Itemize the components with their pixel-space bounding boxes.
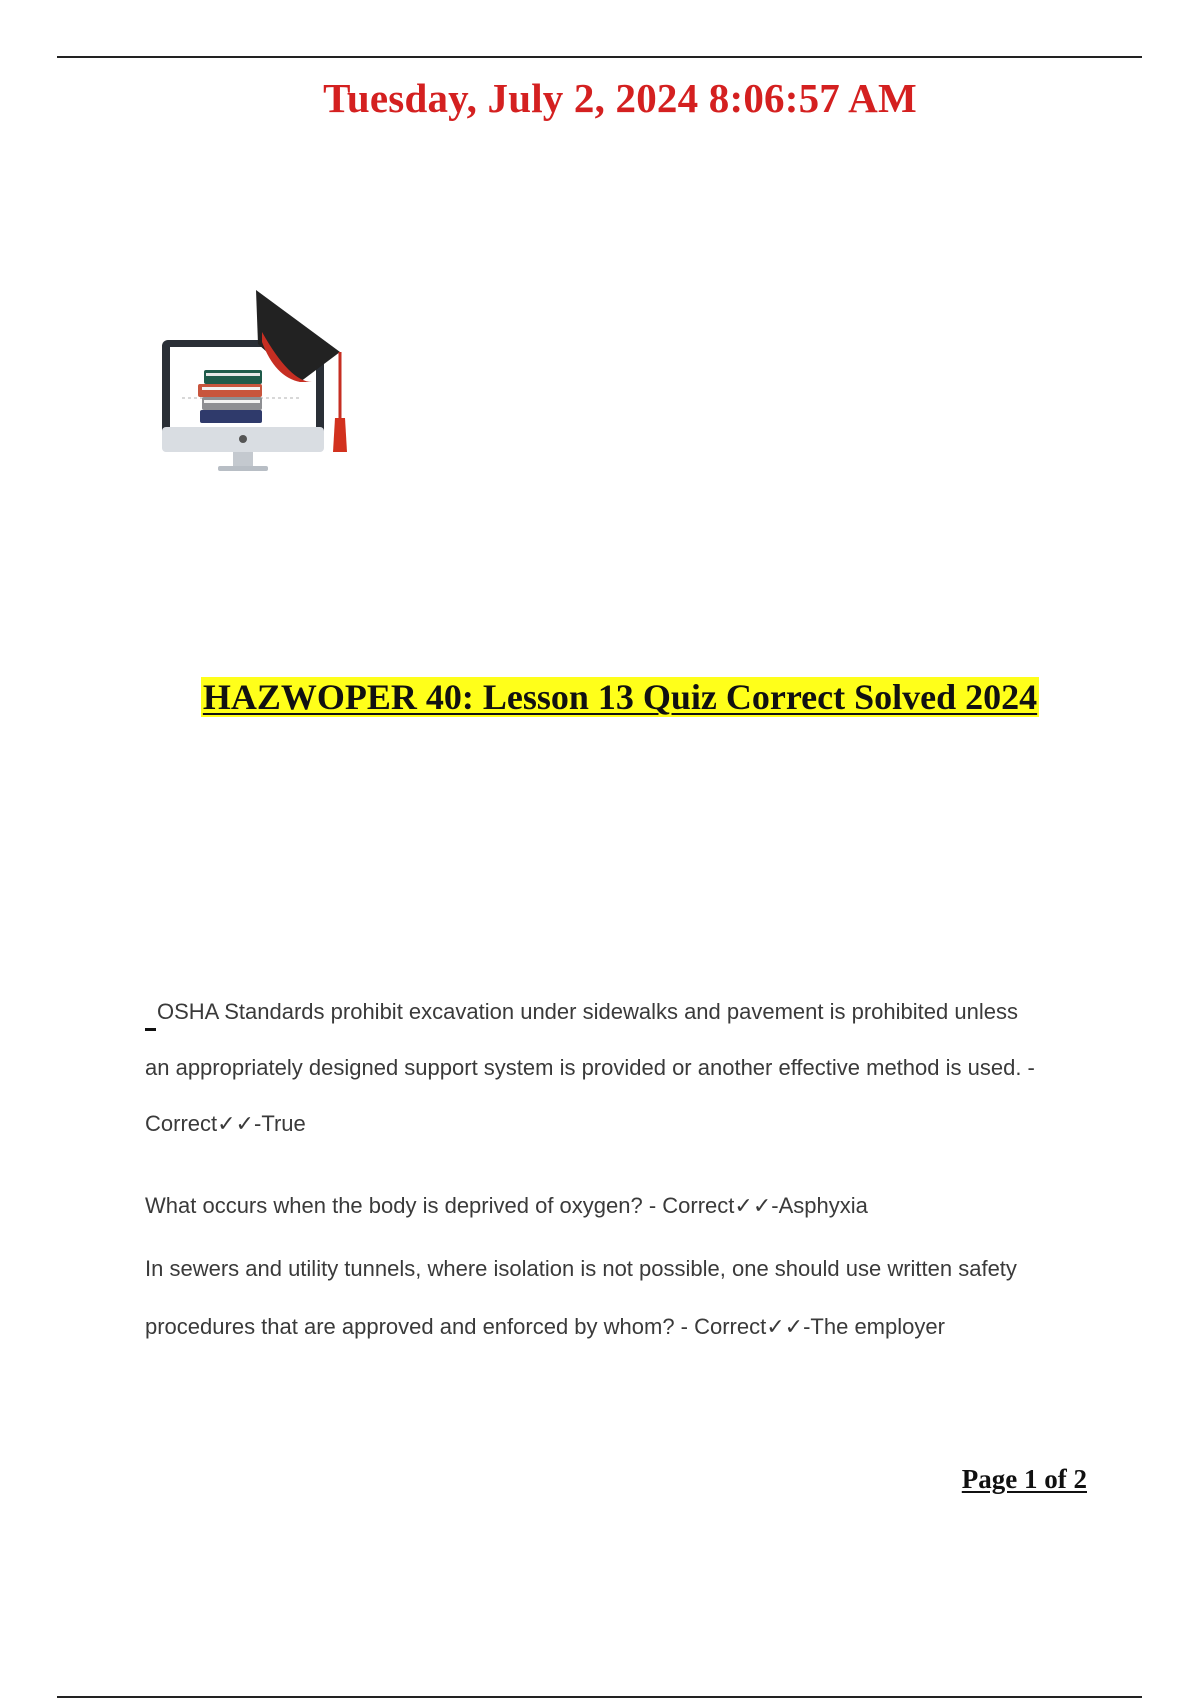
qa-item-3: In sewers and utility tunnels, where isolation is not possible, one should use written safety procedures that are approved and enforced by whom? - Correct✓✓-The employer xyxy=(145,1256,1017,1339)
qa-item-1-text: OSHA Standards prohibit excavation under sidewalks and pavement is prohibited unless an appropriately designed support system is provided or another effective method is used. - Correct✓✓-True xyxy=(145,999,1035,1136)
dash-mark xyxy=(145,1028,156,1031)
top-divider xyxy=(57,56,1142,58)
computer-graduation-cap-books-icon xyxy=(150,282,380,502)
document-title-text: HAZWOPER 40: Lesson 13 Quiz Correct Solved 2024 xyxy=(202,677,1038,717)
bottom-divider xyxy=(57,1696,1142,1698)
qa-item-1 xyxy=(145,984,1045,1152)
timestamp-header: Tuesday, July 2, 2024 8:06:57 AM xyxy=(323,75,917,121)
page-number: Page 1 of 2 xyxy=(961,1464,1087,1494)
qa-item-2: What occurs when the body is deprived of oxygen? - Correct✓✓-Asphyxia xyxy=(145,1193,868,1218)
document-title xyxy=(0,676,1200,718)
